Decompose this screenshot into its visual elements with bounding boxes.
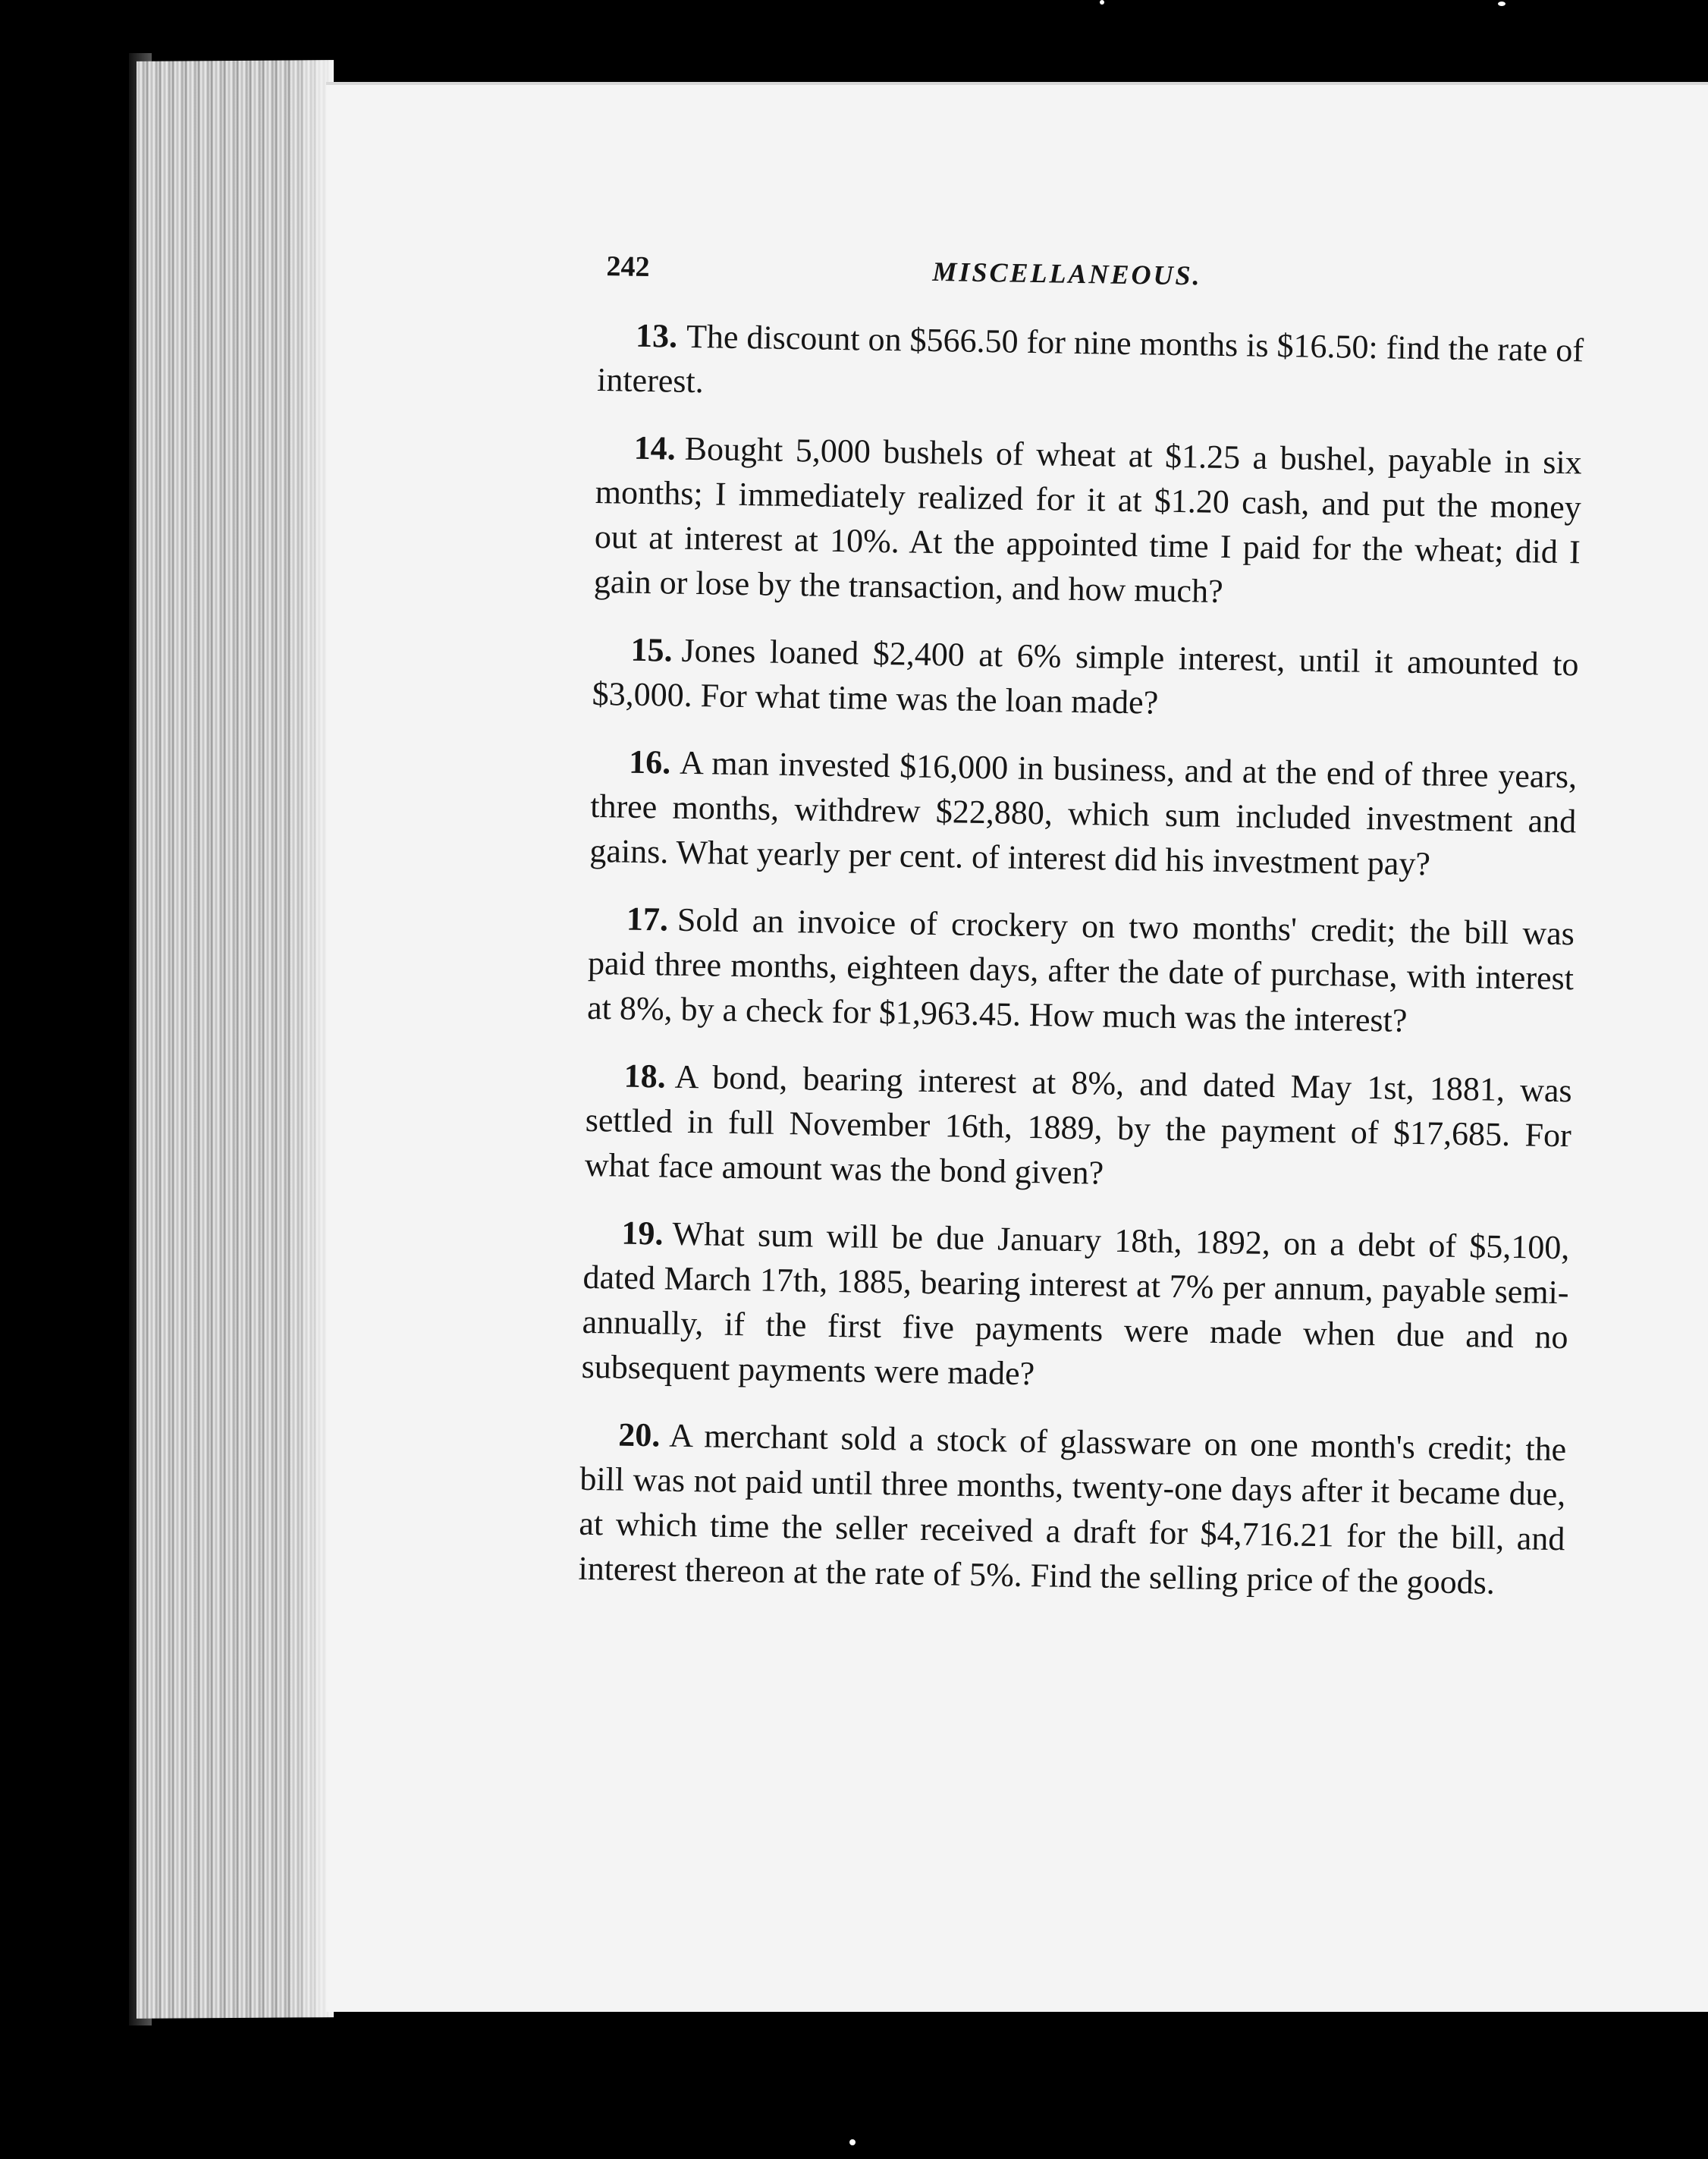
problem-20 xyxy=(578,1412,1567,1606)
problem-14 xyxy=(594,425,1583,619)
problem-number: 18. xyxy=(623,1057,667,1095)
scan-speck xyxy=(849,2139,856,2145)
problem-text: A man invested $16,000 in business, and at the end of three years, three months, withdrew $22,880, which sum included investment and gains. What yearly per cent. of interest did his investment pay? xyxy=(589,743,1578,883)
page-number: 242 xyxy=(606,250,650,284)
problem-17 xyxy=(587,896,1575,1045)
problem-13 xyxy=(597,313,1584,417)
problem-18 xyxy=(584,1053,1572,1202)
running-head xyxy=(598,244,1585,320)
section-title: MISCELLANEOUS. xyxy=(932,256,1202,291)
problem-text: The discount on $566.50 for nine months is $16.50: find the rate of interest. xyxy=(596,317,1584,401)
problem-number: 20. xyxy=(617,1416,661,1454)
book-page-edges xyxy=(137,60,334,2019)
problem-19 xyxy=(581,1210,1570,1404)
problem-text: What sum will be due January 18th, 1892, on a debt of $5,100, dated March 17th, 1885, bearing interest at 7% per annum, payable semi-annually, if the first five payments were made when due and no subsequent payments were made? xyxy=(581,1215,1570,1393)
scan-speck xyxy=(1498,2,1505,6)
problem-number: 15. xyxy=(630,630,673,669)
problem-16 xyxy=(589,739,1578,888)
problem-text: Jones loaned $2,400 at 6% simple interest, until it amounted to $3,000. For what time was the loan made? xyxy=(592,631,1579,721)
problem-number: 19. xyxy=(621,1214,664,1252)
scan-speck xyxy=(1100,0,1104,5)
problem-text: Bought 5,000 bushels of wheat at $1.25 a bushel, payable in six months; I immediately realized for it at $1.20 cash, and put the money out at interest at 10%. At the appointed time I paid for the wheat; did I gain or lose by the transaction, and how much? xyxy=(593,429,1583,610)
page-text xyxy=(578,244,1585,1629)
book-page xyxy=(326,82,1708,2012)
problem-number: 14. xyxy=(633,429,677,467)
problem-text: A bond, bearing interest at 8%, and dated May 1st, 1881, was settled in full November 16th, 1889, by the payment of $17,685. For what face amount was the bond given? xyxy=(584,1058,1573,1192)
problem-number: 16. xyxy=(628,743,671,781)
problem-text: A merchant sold a stock of glassware on one month's credit; the bill was not paid until three months, twenty-one days after it became due, at which time the seller received a draft for $4,716.21 for the bill, and interest thereon at the rate of 5%. Find the selling price of the goods. xyxy=(578,1416,1567,1601)
problem-15 xyxy=(592,627,1579,731)
problem-text: Sold an invoice of crockery on two months' credit; the bill was paid three months, eighteen days, after the date of purchase, with interest at 8%, by a check for $1,963.45. How much was the interest? xyxy=(586,900,1575,1039)
problem-number: 17. xyxy=(626,900,669,938)
problem-number: 13. xyxy=(635,316,678,355)
